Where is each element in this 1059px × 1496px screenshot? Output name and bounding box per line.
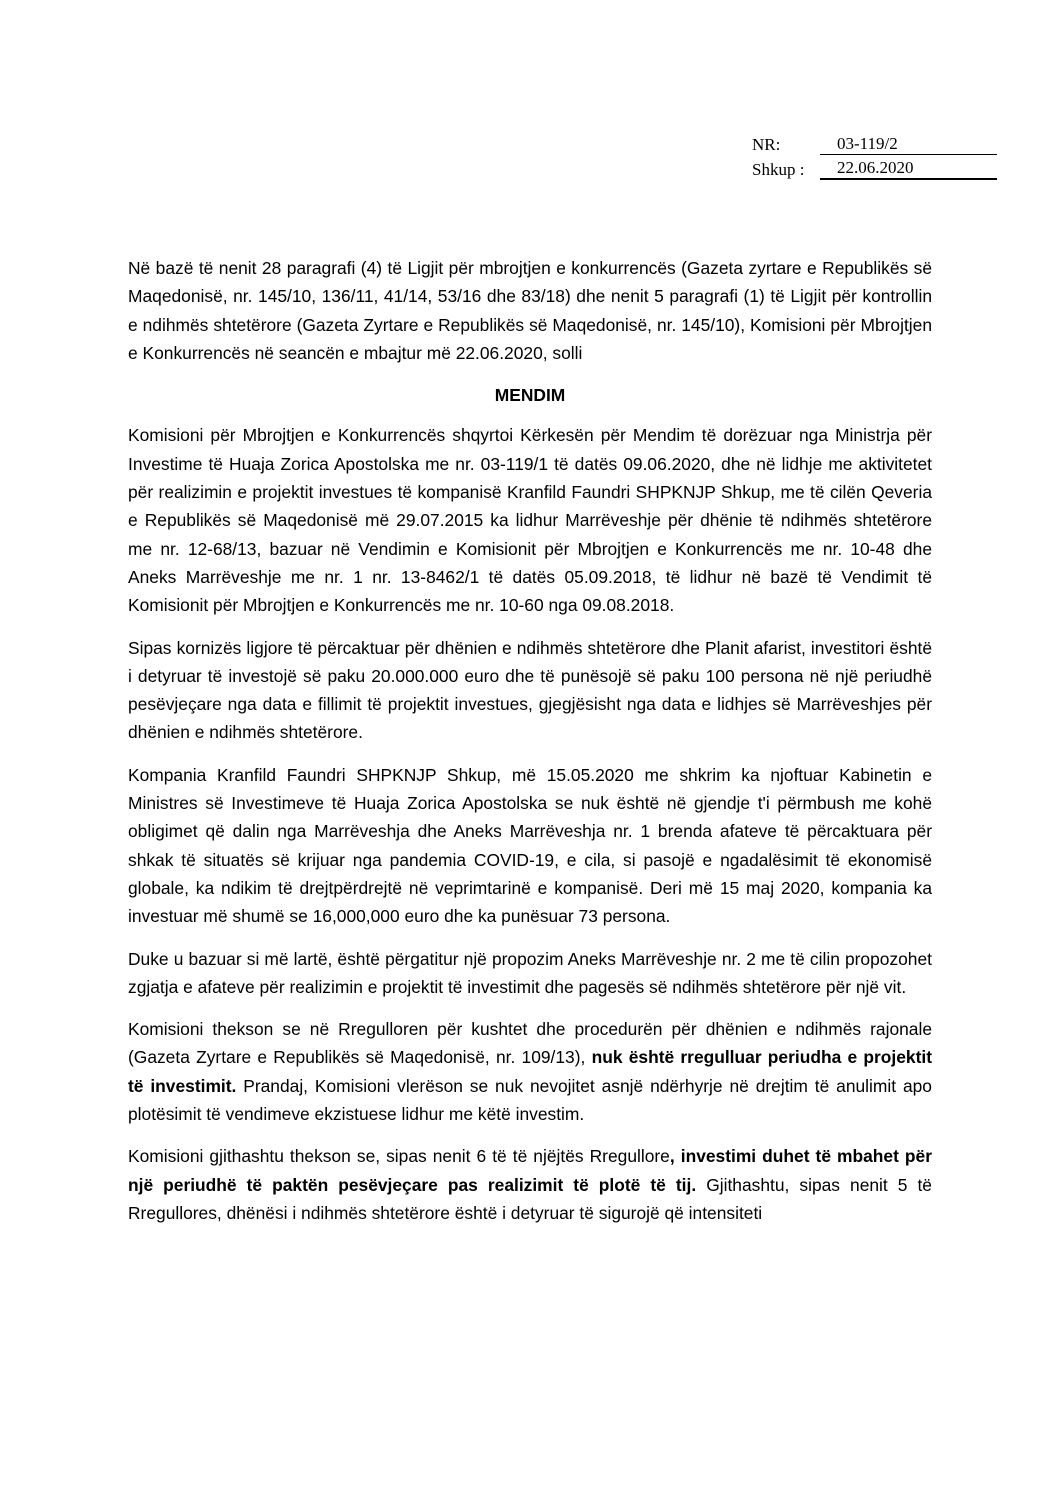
maintenance-emphasis: , investimi duhet të mbahet për një periudhë të paktën pesëvjeçare pas realizimit të plotë të tij.: [128, 1146, 932, 1195]
reference-block: [752, 130, 997, 180]
paragraph-investment-maintenance: [128, 1142, 932, 1227]
regulation-emphasis: nuk është rregulluar periudha e projektit të investimit.: [128, 1047, 932, 1096]
document-heading: MENDIM: [494, 385, 566, 406]
paragraph-request: Komisioni për Mbrojtjen e Konkurrencës shqyrtoi Kërkesën për Mendim të dorëzuar nga Ministrja për Investime të Huaja Zorica Apostolska me nr. 03-119/1 të datës 09.06.2020, dhe në lidhje me aktivitetet për realizimin e projektit investues të kompanisë Kranfild Faundri SHPKNJP Shkup, me të cilën Qeveria e Republikës së Maqedonisë më 29.07.2015 ka lidhur Marrëveshje për dhënie të ndihmës shtetërore me nr. 12-68/13, bazuar në Vendimin e Komisionit për Mbrojtjen e Konkurrencës me nr. 10-48 dhe Aneks Marrëveshje me nr. 1 nr. 13-8462/1 të datës 05.09.2018, të lidhur në bazë të Vendimit të Komisionit për Mbrojtjen e Konkurrencës me nr. 10-60 nga 09.08.2018.: [128, 425, 932, 616]
reference-number-row: [752, 130, 997, 155]
regulation-text: Komisioni thekson se në Rregulloren për kushtet dhe procedurën për dhënien e ndihmës rajonale (Gazeta Zyrtare e Republikës së Maqedonisë, nr. 109/13),: [128, 1019, 932, 1068]
intro-paragraph: Në bazë të nenit 28 paragrafi (4) të Ligjit për mbrojtjen e konkurrencës (Gazeta zyrtare e Republikës së Maqedonisë, nr. 145/10, 136/11, 41/14, 53/16 dhe 83/18) dhe nenit 5 paragrafi (1) të Ligjit për kontrollin e ndihmës shtetërore (Gazeta Zyrtare e Republikës së Maqedonisë, nr. 145/10), Komisioni për Mbrojtjen e Konkurrencës në seancën e mbajtur më 22.06.2020, solli: [128, 258, 932, 363]
paragraph-annex-proposal: Duke u bazuar si më lartë, është përgatitur një propozim Aneks Marrëveshje nr. 2 me të cilin propozohet zgjatja e afateve për realizimin e projektit të investimit dhe pagesës së ndihmës shtetërore për një vit.: [128, 948, 932, 997]
place-label: Shkup :: [752, 160, 805, 179]
maintenance-text: Komisioni gjithashtu thekson se, sipas nenit 6 të të njëjtës Rregullore: [128, 1146, 670, 1167]
number-label: NR:: [752, 135, 781, 154]
date-value: 22.06.2020: [820, 158, 997, 180]
paragraph-legal-framework: Sipas kornizës ligjore të përcaktuar për dhënien e ndihmës shtetërore dhe Planit afarist, investitori është i detyruar të investojë së paku 20.000.000 euro dhe të punësojë së paku 100 persona në një periudhë pesëvjeçare nga data e fillimit të projektit investues, gjegjësisht nga data e lidhjes së Marrëveshjes për dhënien e ndihmës shtetërore.: [128, 637, 932, 743]
number-value: 03-119/2: [820, 134, 997, 155]
maintenance-continuation: Gjithashtu, sipas nenit 5 të Rregullores, dhënësi i ndihmës shtetërore është i detyruar të sigurojë që intensiteti: [128, 1174, 932, 1223]
paragraph-regulation: [128, 1015, 932, 1128]
paragraph-company-notice: Kompania Kranfild Faundri SHPKNJP Shkup, më 15.05.2020 me shkrim ka njoftuar Kabinetin e Ministres së Investimeve të Huaja Zorica Apostolska se nuk është në gjendje t'i përmbush me kohë obligimet që dalin nga Marrëveshja dhe Aneks Marrëveshja nr. 1 brenda afateve të përcaktuara për shkak të situatës së krijuar nga pandemia COVID-19, e cila, si pasojë e ngadalësimit të ekonomisë globale, ka ndikim të drejtpërdrejtë në veprimtarinë e kompanisë. Deri më 15 maj 2020, kompania ka investuar më shumë se 16,000,000 euro dhe ka punësuar 73 persona.: [128, 764, 932, 927]
reference-date-row: [752, 155, 997, 180]
document-body: [128, 254, 932, 1227]
regulation-conclusion: Prandaj, Komisioni vlerëson se nuk nevojitet asnjë ndërhyrje në drejtim të anulimit apo plotësimit të vendimeve ekzistuese lidhur me këtë investim.: [128, 1075, 932, 1125]
